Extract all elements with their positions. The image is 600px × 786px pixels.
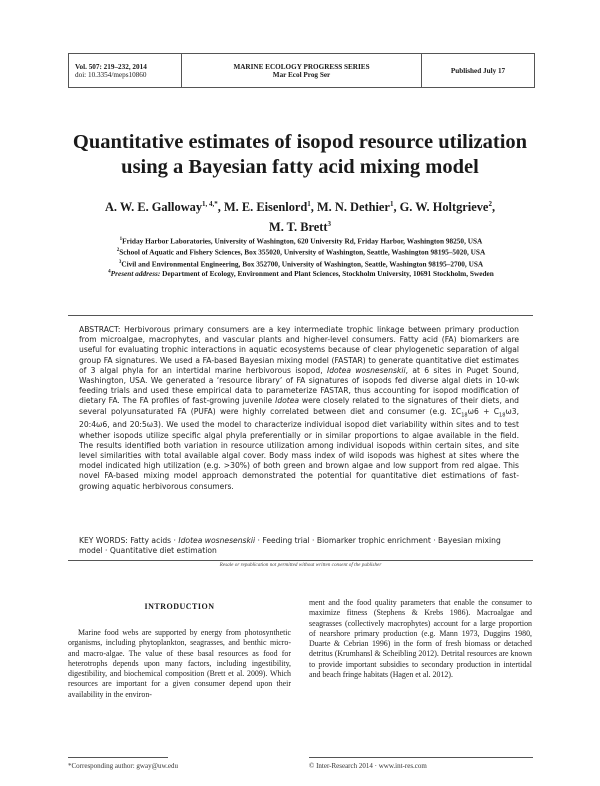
volume-info bbox=[69, 54, 182, 87]
intro-left-column: Marine food webs are supported by energy from photosynthetic organisms, including phytoplankton, seagrasses, and benthic micro- and macro-algae. The value of these basal resources as food for heterotrophs depends upon many factors, including ingestibility, digestibility, and biochemical composition (Brett et al. 2009). Which resources are important for a given consumer depend upon their availability in the environ- bbox=[68, 628, 291, 699]
copyright: © Inter-Research 2014 · www.int-res.com bbox=[309, 762, 427, 770]
affiliations bbox=[60, 235, 542, 269]
abstract: ABSTRACT: Herbivorous primary consumers are a key intermediate trophic linkage between primary production from microalgae, macrophytes, and vascular plants and higher-level consumers. Fatty acid (FA) biomarkers are useful for evaluating trophic interactions in aquatic ecosystems because of clear phylogenetic separation of algal group FA signatures. We used a FA-based Bayesian mixing model (FASTAR) to generate quantitative diet estimates of 3 algal phyla for an intertidal marine herbivorous isopod, Idotea wosnesenskii, at 6 sites in Puget Sound, Washington, USA. We generated a ‘resource library’ of FA signatures of isopods fed diverse algal diets in 10-wk feeding trials and used these empirical data to parameterize FASTAR, thus accounting for isopod modification of dietary FA. The FA profiles of fast-growing juvenile Idotea were closely related to the signatures of their diets, and several polyunsaturated FA (PUFA) were highly correlated between diet and consumer (e.g. $\Sigma C_{18}\omega 6 + C_{18}\omega 3$, 20:4ω6, and 20:5ω3). We used the model to characterize individual isopod diet variability within sites and to test whether isopods utilize specific algal phyla preferentially or in similar proportions to algae available in the field. The results identified both variation in resource utilization among individual isopods within certain sites, and site level similarities with total available algal cover. Body mass index of wild isopods was highest at sites where the model indicated high utilization (e.g. >30%) of both green and brown algae and low support from red algae. This novel FA-based mixing model approach demonstrated the potential for quantitative diet estimations of fast-growing aquatic herbivorous consumers. bbox=[79, 325, 520, 491]
footnote-rule bbox=[68, 757, 168, 758]
author-brett: M. T. Brett bbox=[269, 220, 328, 235]
author-galloway: A. W. E. Galloway bbox=[104, 200, 203, 215]
journal-name bbox=[182, 54, 422, 87]
corresponding-author: *Corresponding author: gway@uw.edu bbox=[68, 762, 179, 770]
present-address: $^4$Present address: Department of Ecology, Environment and Plant Sciences, Stockholm University, 10691 Stockholm, Sweden bbox=[108, 269, 494, 278]
resale-notice: Resale or republication not permitted without written consent of the publisher bbox=[219, 562, 382, 568]
affiliation-1: $^1$Friday Harbor Laboratories, University of Washington, 620 University Rd, Friday Harbor, Washington 98250, USA bbox=[119, 236, 483, 246]
section-heading-introduction: INTRODUCTION bbox=[144, 602, 215, 611]
title-line-2: using a Bayesian fatty acid mixing model bbox=[121, 156, 479, 178]
journal-title: MARINE ECOLOGY PROGRESS SERIES bbox=[233, 62, 370, 71]
author-sup: 1 bbox=[307, 200, 311, 208]
author-eisenlord: , M. E. Eisenlord bbox=[217, 200, 308, 215]
title-line-1: Quantitative estimates of isopod resource utilization bbox=[72, 131, 528, 153]
author-dethier: , M. N. Dethier bbox=[310, 200, 390, 215]
affiliation-3: $^3$Civil and Environmental Engineering, Box 352700, University of Washington, Seattle, Washington 98195–2700, USA bbox=[118, 259, 484, 269]
affiliation-2: $^2$School of Aquatic and Fishery Sciences, Box 355020, University of Washington, Seattle, Washington 98195–5020, USA bbox=[116, 247, 486, 257]
paper-title bbox=[40, 130, 560, 180]
published-text: Published July 17 bbox=[450, 66, 506, 75]
volume-text: Vol. 507: 219–232, 2014 bbox=[75, 62, 147, 71]
author-sup: 2 bbox=[488, 200, 492, 208]
present-label: Present address: bbox=[110, 269, 161, 278]
doi-text: doi: 10.3354/meps10860 bbox=[75, 70, 147, 79]
author-sup: 3 bbox=[327, 220, 331, 229]
author-separator: , bbox=[491, 200, 496, 215]
journal-header bbox=[68, 53, 535, 88]
author-sup: 1 bbox=[389, 200, 394, 208]
footer-rule bbox=[309, 757, 533, 758]
published-date bbox=[422, 54, 534, 87]
author-sup: 1, 4,* bbox=[202, 200, 218, 208]
present-text: Department of Ecology, Environment and Plant Sciences, Stockholm University, 10691 Stockholm, Sweden bbox=[160, 269, 494, 278]
author-holtgrieve: , G. W. Holtgrieve bbox=[393, 200, 489, 215]
keywords: KEY WORDS: Fatty acids · Idotea wosnesenskii · Feeding trial · Biomarker trophic enrichment · Bayesian mixing model · Quantitative diet estimation bbox=[79, 536, 501, 556]
journal-abbreviation: Mar Ecol Prog Ser bbox=[272, 70, 331, 79]
intro-right-column: ment and the food quality parameters that enable the consumer to maximize fitness (Stephens & Krebs 1986). Macroalgae and seagrasses (collectively macrophytes) account for a large proportion of nearshore primary production (e.g. Mann 1973, Duggins 1980, Duarte & Cebrian 1996) in the form of fresh biomass or detached detritus (Krumhansl & Scheibling 2012). Detrital resources are known to provide important subsidies to secondary production in intertidal and beach fringe habitats (Hagen et al. 2012). bbox=[309, 598, 532, 680]
author-list bbox=[60, 196, 540, 236]
